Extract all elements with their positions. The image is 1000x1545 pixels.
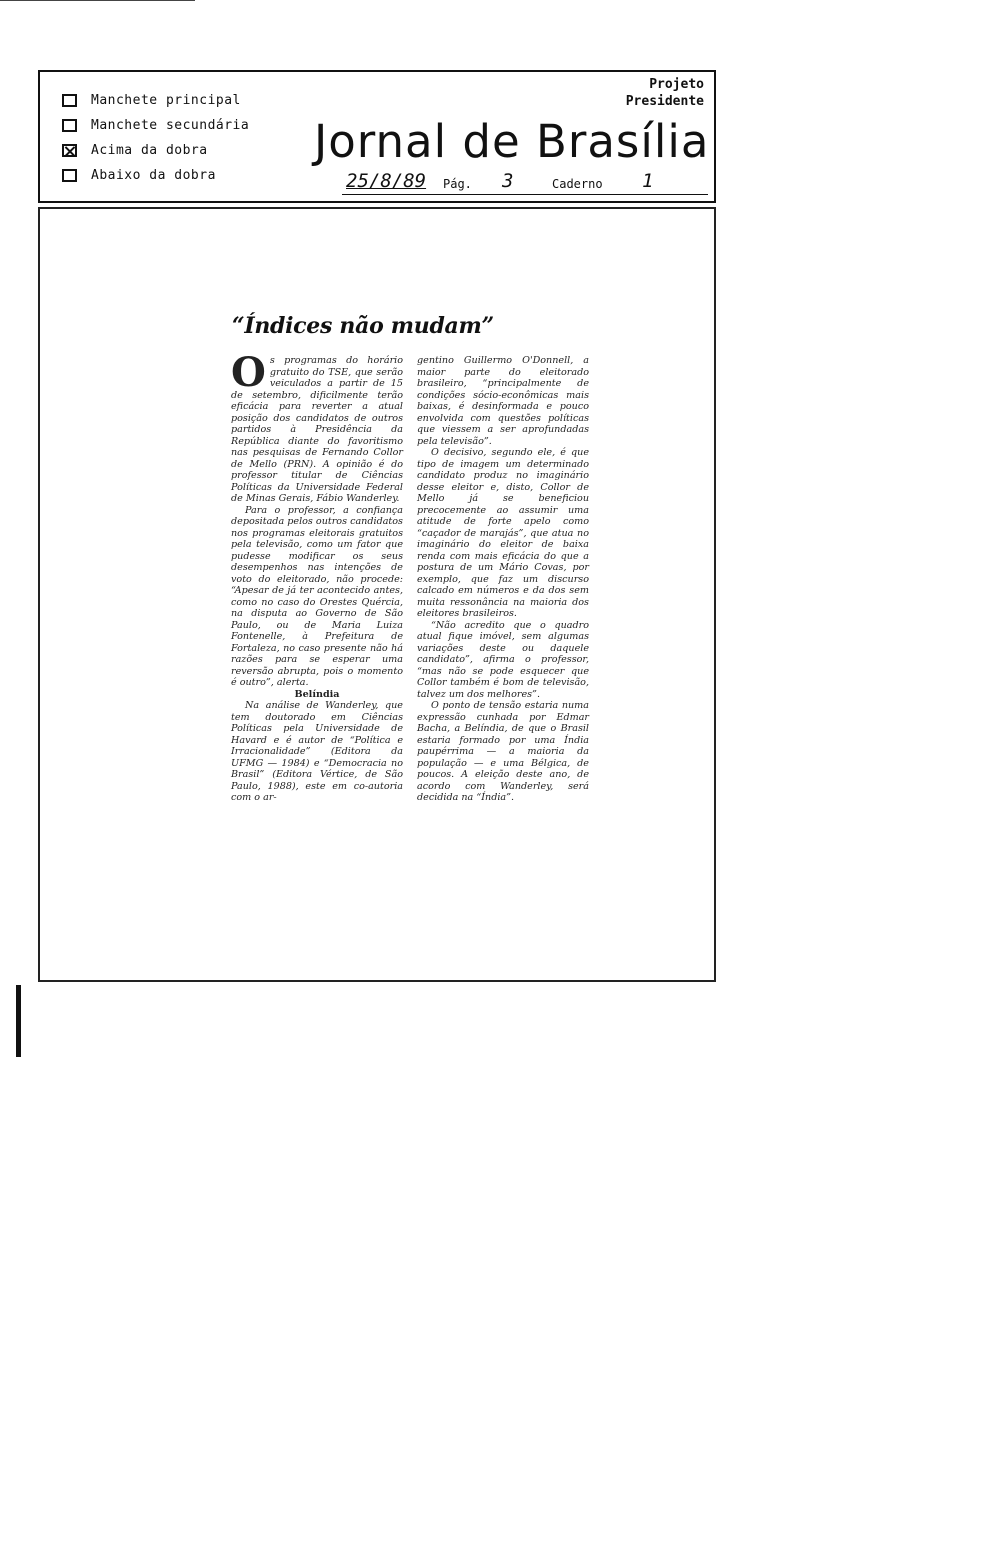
project-line-2: Presidente [625, 94, 704, 109]
check-abaixo-da-dobra[interactable] [62, 163, 249, 188]
article-paragraph [231, 349, 403, 505]
check-label: Acima da dobra [91, 143, 208, 158]
project-label [626, 76, 704, 110]
drop-cap: O [231, 349, 266, 396]
check-label: Manchete secundária [91, 118, 250, 133]
article-paragraph: O decisivo, segundo ele, é que tipo de imagem um determinado candidato produz no imaginário desse eleitor e, disto, Collor de Mello já se beneficiou precocemente ao assumir uma atitude de forte apelo como “caçador de marajás”, que atua no imaginário do eleitor de baixa renda com mais eficácia do que a postura de um Mário Covas, por exemplo, que faz um discurso calcado em números e da dos sem muita ressonância na maioria dos eleitores brasileiros. [417, 447, 589, 619]
article-column-2 [417, 355, 589, 804]
placement-checklist [62, 88, 249, 188]
article-paragraph: gentino Guillermo O'Donnell, a maior parte do eleitorado brasileiro, “principalmente de condições sócio-econômicas mais baixas, é desinformada e pouco envolvida com questões políticas que viessem a ser aprofundadas pela televisão”. [417, 355, 589, 447]
section-value: 1 [642, 170, 654, 192]
checkbox-icon[interactable] [62, 169, 77, 182]
article-paragraph: O ponto de tensão estaria numa expressão cunhada por Edmar Bacha, a Belíndia, de que o Brasil estaria formado por uma Índia paupérrima — a maioria da população — e uma Bélgica, de poucos. A eleição deste ano, de acordo com Wanderley, será decidida na “Índia”. [417, 700, 589, 803]
section-label: Caderno [552, 177, 603, 191]
checkbox-icon[interactable] [62, 119, 77, 132]
checkbox-icon[interactable] [62, 94, 77, 107]
check-label: Manchete principal [91, 93, 241, 108]
newspaper-masthead: Jornal de Brasília [314, 115, 710, 168]
article-subhead: Belíndia [294, 688, 340, 700]
article-column-1 [231, 349, 403, 804]
check-label: Abaixo da dobra [91, 168, 216, 183]
paragraph-text: s programas do horário gratuito do TSE, que serão veiculados a partir de 15 de setembro, dificilmente terão eficácia para reverter a atual posição dos candidatos de outros partidos à Presidência da República diante do favoritismo nas pesquisas de Fernando Collor de Mello (PRN). A opinião é do professor titular de Ciências Políticas da Universidade Federal de Minas Gerais, Fábio Wanderley. [231, 355, 403, 504]
project-line-1: Projeto [649, 77, 704, 92]
article-paragraph: Para o professor, a confiança depositada pelos outros candidatos nos programas eleitorais gratuitos pela televisão, como um fator que pudesse modificar os seus desempenhos nas intenções de voto do eleitorado, não procede: “Apesar de já ter acontecido antes, como no caso do Orestes Quércia, na disputa ao Governo de São Paulo, ou de Maria Luiza Fontenelle, à Prefeitura de Fortaleza, no caso presente não há razões para se esperar uma reversão abrupta, pois o momento é outro”, alerta. [231, 504, 403, 688]
check-acima-da-dobra[interactable] [62, 138, 249, 163]
page-label: Pág. [443, 177, 472, 191]
date-value: 25/8/89 [346, 170, 427, 192]
article-paragraph: Na análise de Wanderley, que tem doutorado em Ciências Políticas pela Universidade de Havard e é autor de “Política e Irracionalidade” (Editora da UFMG — 1984) e “Democracia no Brasil” (Editora Vértice, de São Paulo, 1988), este em co-autoria com o ar- [231, 700, 403, 803]
scan-edge-line [0, 0, 195, 1]
check-manchete-principal[interactable] [62, 88, 249, 113]
check-manchete-secundaria[interactable] [62, 113, 249, 138]
page-value: 3 [502, 170, 514, 192]
scan-edge-bar [16, 985, 21, 1057]
article-headline: “Índices não mudam” [232, 313, 494, 339]
checked-checkbox-icon[interactable] [62, 144, 77, 157]
dateline [342, 172, 708, 195]
article-paragraph: “Não acredito que o quadro atual fique imóvel, sem algumas variações deste ou daquele candidato”, afirma o professor, “mas não se pode esquecer que Collor também é bom de televisão, talvez um dos melhores”. [417, 619, 589, 700]
